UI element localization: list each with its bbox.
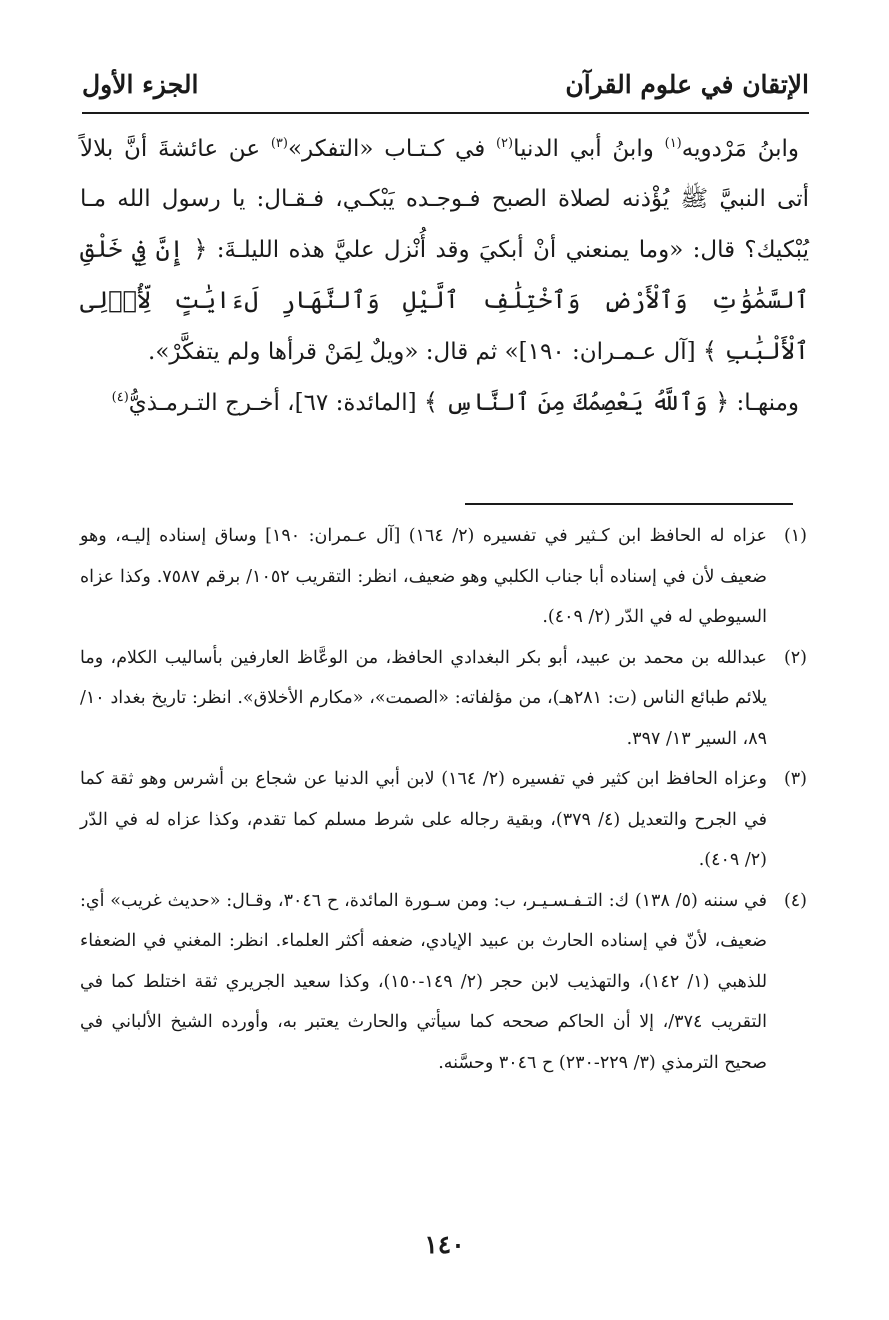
footnote-2 (80, 638, 807, 760)
footnote-number: (٣) (783, 769, 807, 789)
footnote-number: (٢) (783, 647, 807, 668)
footnote-1 (80, 516, 807, 638)
footnote-number: (١) (783, 526, 807, 546)
footnote-number: (٤) (783, 890, 807, 911)
footnotes (80, 516, 807, 1083)
footnote-ref-4: (٤) (111, 390, 129, 405)
page-number: ١٤٠ (424, 1230, 465, 1259)
main-text (80, 124, 809, 428)
text-segment: في كـتـاب «التفكر» (287, 136, 496, 162)
text-segment: ومنهـا: (729, 390, 799, 416)
text-segment: [المائدة: ٦٧]، أخـرج التـرمـذيُّ (128, 390, 424, 416)
text-segment: وابنُ أبي الدنيا (513, 136, 665, 162)
footnote-ref-2: (٢) (495, 136, 514, 151)
text-segment: وابنُ مَرْدويه (681, 136, 800, 162)
footnote-3 (80, 759, 807, 881)
text-segment: عن عائشةَ أنَّ بلالاً أتى النبيَّ ﷺ يُؤْذنه لصلاة الصبح فـوجـده يَبْكـي، فـقـال: يا رسول الله مـا يُبْكيك؟ قال: «وما يمنعني أنْ أبكيَ وقد أُنْزل عليَّ هذه الليلـةَ: (80, 136, 809, 263)
footnote-ref-1: (١) (664, 136, 682, 151)
running-header (82, 66, 809, 114)
footnote-text: في سننه (٥/ ١٣٨) ك: التـفـسـيـر، ب: ومن سـورة المائدة، ح ٣٠٤٦، وقـال: «حديث غريب» أي: ضعيف، لأنّ في إسناده الحارث بن عبيد الإيادي، ضعفه أكثر العلماء. انظر: المغني في الضعفاء للذهبي (١/ ١٤٢)، والتهذيب لابن حجر (٢/ ١٤٩-١٥٠)، وكذا سعيد الجريري ثقة اختلط كما في التقريب ٣٧٤/، إلا أن الحاكم صححه كما سيأتي والحارث يعتبر به، وأورده الشيخ الألباني في صحيح الترمذي (٣/ ٢٢٩-٢٣٠) ح ٣٠٤٦ وحسَّنه. (80, 890, 768, 1073)
book-title: الإتقان في علوم القرآن (565, 70, 809, 99)
paragraph-2 (80, 377, 809, 428)
footnote-ref-3: (٣) (270, 136, 288, 151)
quran-verse: ﴿ وَٱللَّهُ يَعْصِمُكَ مِنَ ٱلنَّاسِ ﴾ (423, 388, 730, 416)
footnote-4 (80, 881, 807, 1084)
footnote-text: عزاه له الحافظ ابن كـثير في تفسيره (٢/ ١٦٤) [آل عـمران: ١٩٠] وساق إسناده إليـه، وهو ضعيف لأن في إسناده أبا جناب الكلبي وهو ضعيف، انظر: التقريب ١٠٥٢/ برقم ٧٥٨٧. وكذا عزاه السيوطي له في الدّر (٢/ ٤٠٩). (80, 526, 767, 627)
volume-label: الجزء الأول (82, 70, 199, 99)
quran-verse: ﴿ إِنَّ فِي خَلْقِ ٱلسَّمَٰوَٰتِ وَٱلْأَرْضِ وَٱخْتِلَٰفِ ٱلَّيْلِ وَٱلنَّهَارِ لَءَايَٰتٍ لِّأُو۟لِى ٱلْأَلْبَٰبِ ﴾ (80, 235, 809, 365)
text-segment: [آل عـمـران: ١٩٠]» ثم قال: «ويلٌ لِمَنْ قرأها ولم يتفكَّرْ». (148, 339, 703, 365)
paragraph-1 (80, 124, 809, 377)
footnote-text: عبدالله بن محمد بن عبيد، أبو بكر البغدادي الحافظ، من الوعَّاظ العارفين بأساليب الكلام، وما يلائم طبائع الناس (ت: ٢٨١هـ)، من مؤلفاته: «الصمت»، «مكارم الأخلاق». انظر: تاريخ بغداد ١٠/ ٨٩، السير ١٣/ ٣٩٧. (80, 647, 767, 749)
footnote-text: وعزاه الحافظ ابن كثير في تفسيره (٢/ ١٦٤) لابن أبي الدنيا عن شجاع بن أشرس وهو ثقة كما في الجرح والتعديل (٤/ ٣٧٩)، وبقية رجاله على شرط مسلم كما تقدم، وكذا عزاه له في الدّر (٢/ ٤٠٩). (80, 769, 767, 870)
footnote-separator (465, 503, 793, 505)
